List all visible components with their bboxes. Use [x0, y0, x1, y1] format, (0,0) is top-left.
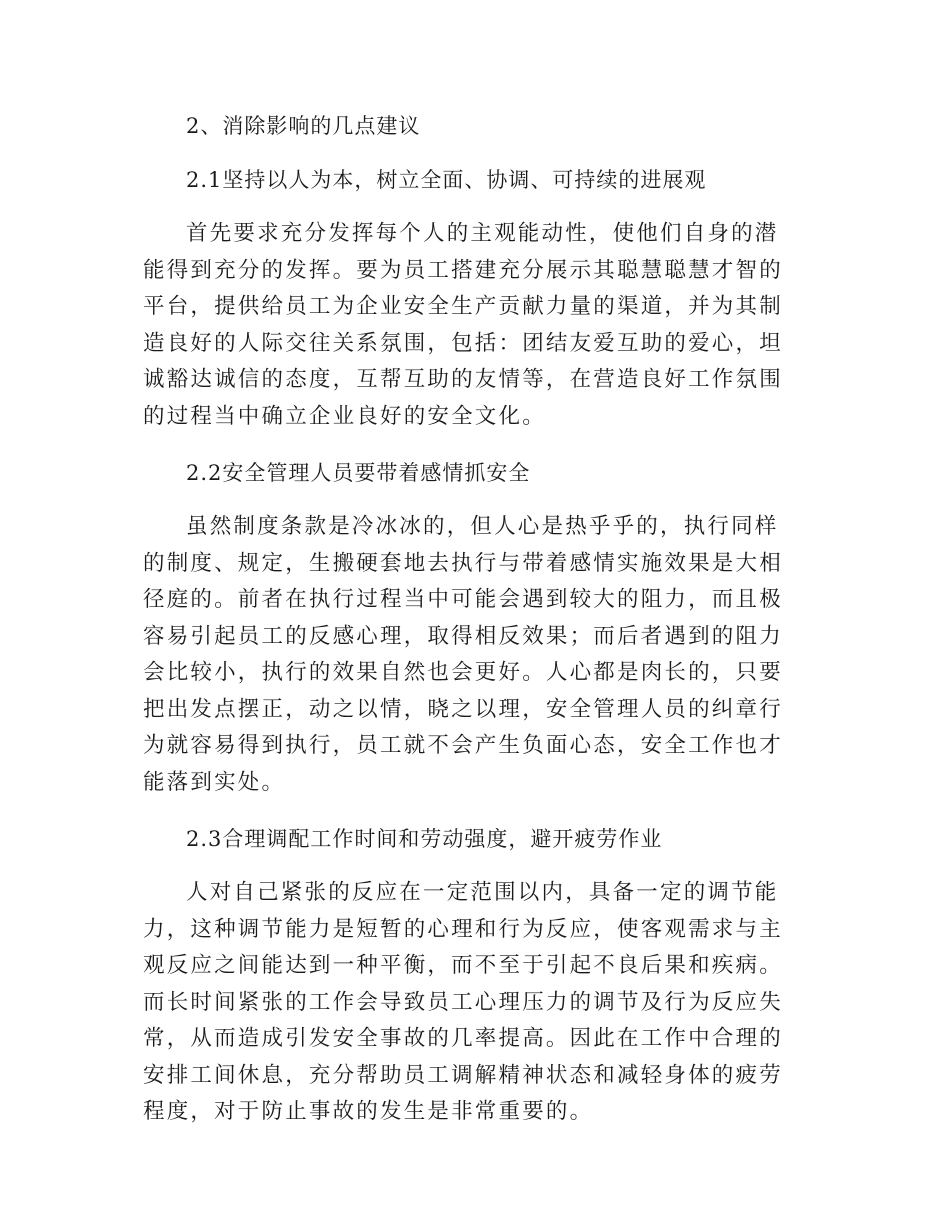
- paragraph-2-3: 人对自己紧张的反应在一定范围以内，具备一定的调节能力，这种调节能力是短暂的心理和行为反应，使客观需求与主观反应之间能达到一种平衡，而不至于引起不良后果和疾病。而长时间紧张的工作会导致员工心理压力的调节及行为反应失常，从而造成引发安全事故的几率提高。因此在工作中合理的安排工间休息，充分帮助员工调解精神状态和减轻身体的疲劳程度，对于防止事故的发生是非常重要的。: [143, 880, 783, 1124]
- subsection-heading-2-2: 2.2安全管理人员要带着感情抓安全: [186, 461, 531, 485]
- subsection-heading-2-1: 2.1坚持以人为本，树立全面、协调、可持续的进展观: [186, 168, 707, 192]
- paragraph-2-1: 首先要求充分发挥每个人的主观能动性，使他们自身的潜能得到充分的发挥。要为员工搭建充分展示其聪慧聪慧才智的平台，提供给员工为企业安全生产贡献力量的渠道，并为其制造良好的人际交往关系氛围，包括：团结友爱互助的爱心，坦诚豁达诚信的态度，互帮互助的友情等，在营造良好工作氛围的过程当中确立企业良好的安全文化。: [143, 221, 783, 429]
- section-title: 2、消除影响的几点建议: [186, 114, 421, 138]
- subsection-heading-2-3: 2.3合理调配工作时间和劳动强度，避开疲劳作业: [186, 827, 663, 851]
- paragraph-2-2: 虽然制度条款是冷冰冰的，但人心是热乎乎的，执行同样的制度、规定，生搬硬套地去执行与带着感情实施效果是大相径庭的。前者在执行过程当中可能会遇到较大的阻力，而且极容易引起员工的反感心理，取得相反效果；而后者遇到的阻力会比较小，执行的效果自然也会更好。人心都是肉长的，只要把出发点摆正，动之以情，晓之以理，安全管理人员的纠章行为就容易得到执行，员工就不会产生负面心态，安全工作也才能落到实处。: [143, 514, 783, 795]
- document-body: [143, 108, 795, 1151]
